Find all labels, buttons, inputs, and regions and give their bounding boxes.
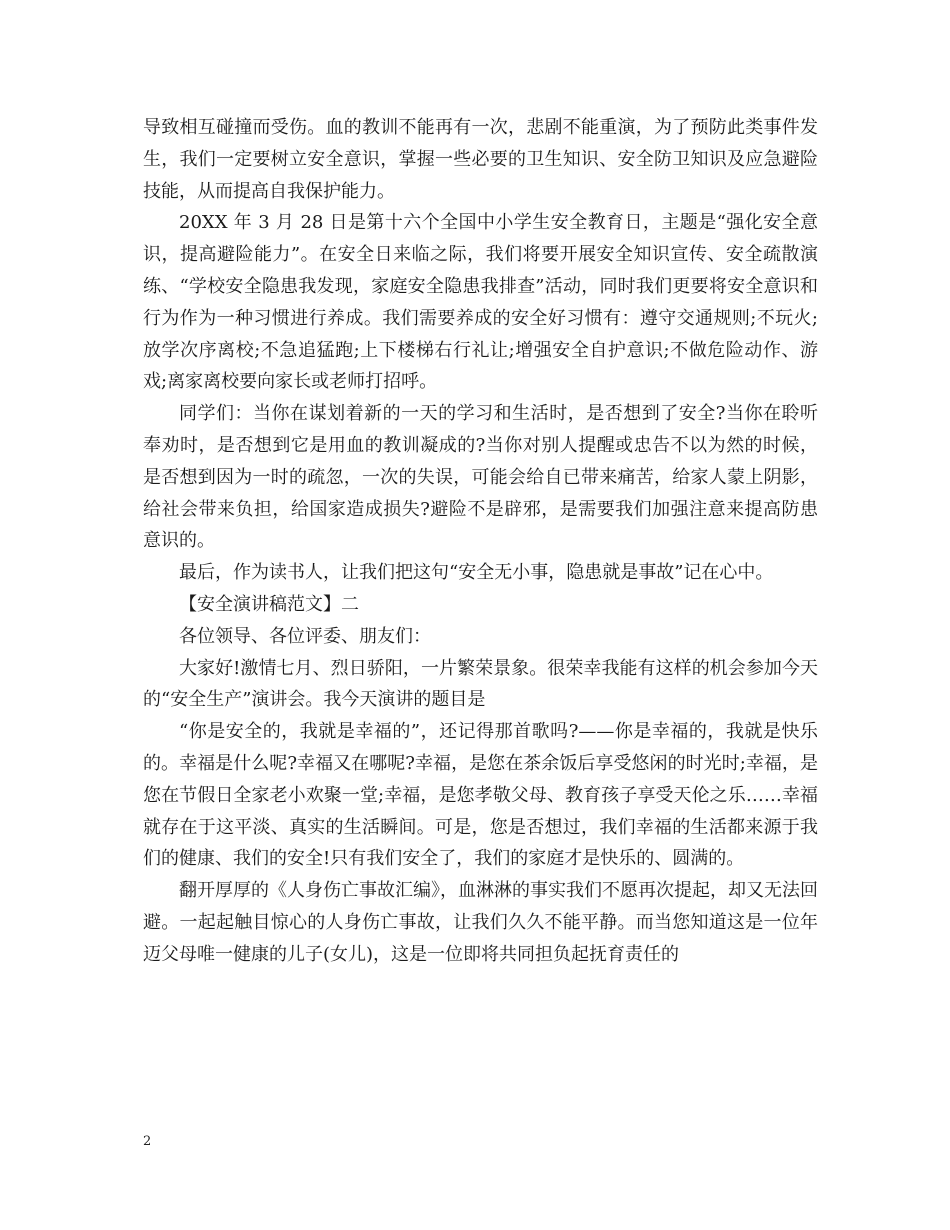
paragraph-3: 同学们：当你在谋划着新的一天的学习和生活时，是否想到了安全?当你在聆听奉劝时，是否想到它是用血的教训凝成的?当你对别人提醒或忠告不以为然的时候，是否想到因为一时的疏忽，一次的失误，可能会给自已带来痛苦，给家人蒙上阴影，给社会带来负担，给国家造成损失?避险不是辟邪，是需要我们加强注意来提高防患意识的。 xyxy=(143,403,818,552)
document-body xyxy=(143,112,818,971)
salutation: 各位领导、各位评委、朋友们： xyxy=(179,625,431,647)
paragraph-5: 大家好!激情七月、烈日骄阳，一片繁荣景象。很荣幸我能有这样的机会参加今天的“安全生产”演讲会。我今天演讲的题目是 xyxy=(143,657,818,711)
section-heading: 【安全演讲稿范文】二 xyxy=(179,593,359,615)
paragraph-1: 导致相互碰撞而受伤。血的教训不能再有一次，悲剧不能重演，为了预防此类事件发生，我们一定要树立安全意识，掌握一些必要的卫生知识、安全防卫知识及应急避险技能，从而提高自我保护能力。 xyxy=(143,117,818,202)
page-number: 2 xyxy=(143,1134,152,1149)
paragraph-2: 20XX 年 3 月 28 日是第十六个全国中小学生安全教育日，主题是“强化安全意识，提高避险能力”。在安全日来临之际，我们将要开展安全知识宣传、安全疏散演练、“学校安全隐患我发现，家庭安全隐患我排查”活动，同时我们更要将安全意识和行为作为一种习惯进行养成。我们需要养成的安全好习惯有：遵守交通规则;不玩火;放学次序离校;不急追猛跑;上下楼梯右行礼让;增强安全自护意识;不做危险动作、游戏;离家离校要向家长或老师打招呼。 xyxy=(143,212,818,393)
paragraph-4: 最后，作为读书人，让我们把这句“安全无小事，隐患就是事故”记在心中。 xyxy=(179,562,774,584)
paragraph-7: 翻开厚厚的《人身伤亡事故汇编》，血淋淋的事实我们不愿再次提起，却又无法回避。一起起触目惊心的人身伤亡事故，让我们久久不能平静。而当您知道这是一位年迈父母唯一健康的儿子(女儿)，这是一位即将共同担负起抚育责任的 xyxy=(143,880,818,965)
paragraph-6: “你是安全的，我就是幸福的”，还记得那首歌吗?——你是幸福的，我就是快乐的。幸福是什么呢?幸福又在哪呢?幸福，是您在茶余饭后享受悠闲的时光时;幸福，是您在节假日全家老小欢聚一堂;幸福，是您孝敬父母、教育孩子享受天伦之乐……幸福就存在于这平淡、真实的生活瞬间。可是，您是否想过，我们幸福的生活都来源于我们的健康、我们的安全!只有我们安全了，我们的家庭才是快乐的、圆满的。 xyxy=(143,721,818,870)
